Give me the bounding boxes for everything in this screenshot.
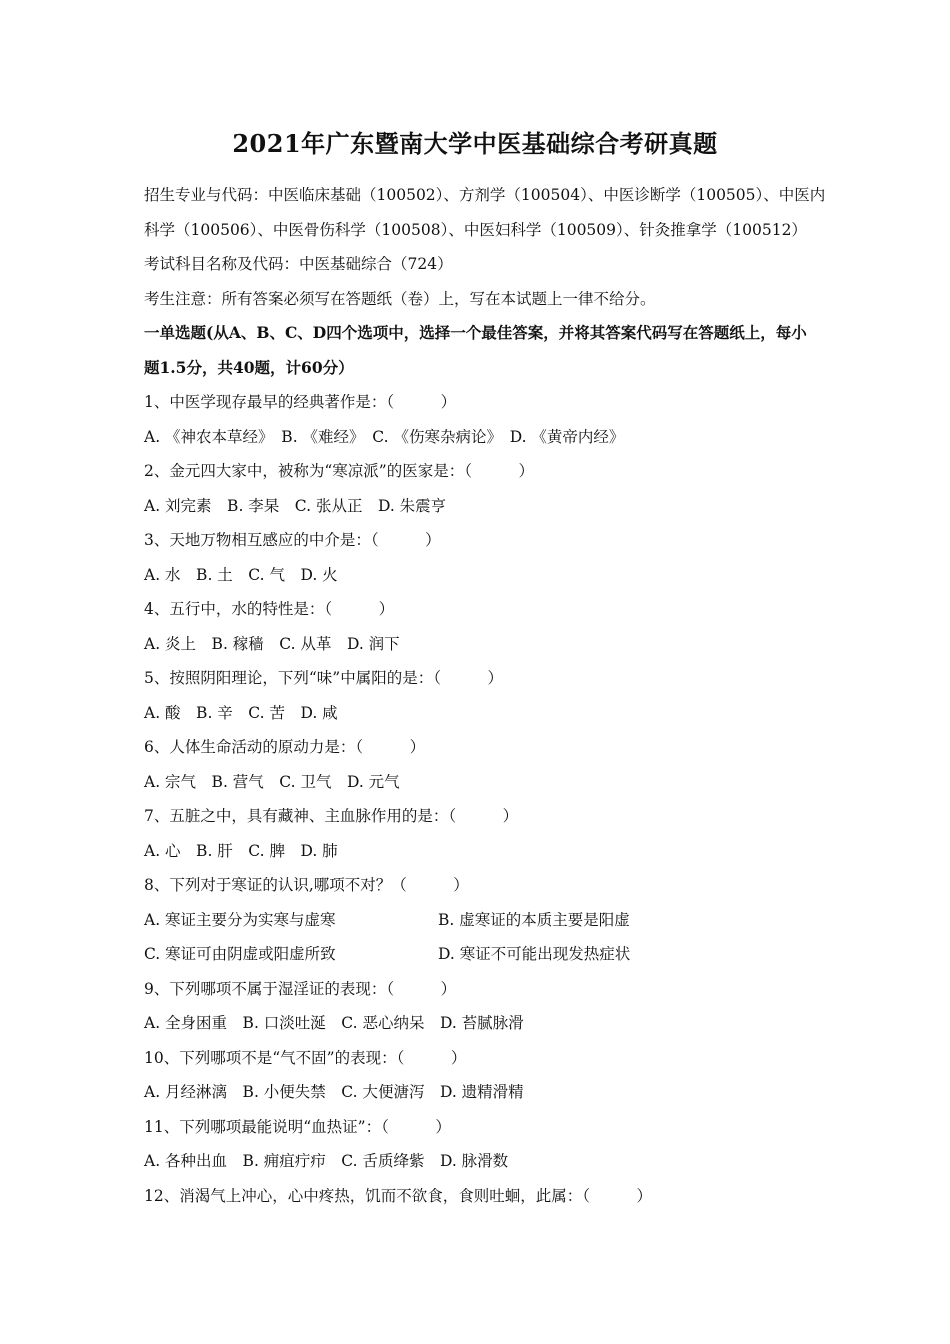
options-8-row-2 [144, 937, 824, 972]
options-8-row-1 [144, 903, 824, 938]
header-majors-line-1: 招生专业与代码：中医临床基础（100502）、方剂学（100504）、中医诊断学（100505）、中医内 [144, 186, 826, 204]
options-4: A. 炎上 B. 稼穑 C. 从革 D. 润下 [144, 634, 400, 653]
options-11: A. 各种出血 B. 痈疽疔疖 C. 舌质绛紫 D. 脉滑数 [144, 1152, 509, 1170]
options-9: A. 全身困重 B. 口淡吐涎 C. 恶心纳呆 D. 苔腻脉滑 [144, 1014, 524, 1032]
page-title: 2021年广东暨南大学中医基础综合考研真题 [232, 129, 718, 158]
header-majors-line-2: 科学（100506）、中医骨伤科学（100508）、中医妇科学（100509）、针灸推拿学（100512） [144, 220, 807, 239]
question-5: 5、按照阴阳理论，下列“味”中属阳的是：（ ） [144, 669, 503, 687]
section-heading-line-1: 一单选题(从A、B、C、D四个选项中，选择一个最佳答案，并将其答案代码写在答题纸上，每小 [144, 323, 807, 342]
options-10: A. 月经淋漓 B. 小便失禁 C. 大便溏泻 D. 遗精滑精 [144, 1083, 524, 1101]
options-6: A. 宗气 B. 营气 C. 卫气 D. 元气 [144, 772, 400, 791]
option-8a: A. 寒证主要分为实寒与虚寒 [144, 910, 336, 929]
question-7: 7、五脏之中，具有藏神、主血脉作用的是：（ ） [144, 807, 519, 825]
section-heading-line-2: 题1.5分，共40题，计60分） [144, 357, 354, 377]
question-10: 10、下列哪项不是“气不固”的表现：（ ） [144, 1048, 467, 1067]
question-4: 4、五行中，水的特性是：（ ） [144, 600, 395, 618]
question-8: 8、下列对于寒证的认识,哪项不对？（ ） [144, 876, 469, 894]
option-8d: D. 寒证不可能出现发热症状 [438, 945, 631, 963]
question-1: 1、中医学现存最早的经典著作是：（ ） [144, 393, 457, 411]
options-2: A. 刘完素 B. 李杲 C. 张从正 D. 朱震亨 [144, 496, 447, 515]
question-2: 2、金元四大家中，被称为“寒凉派”的医家是：（ ） [144, 462, 534, 480]
option-8c: C. 寒证可由阴虚或阳虚所致 [144, 945, 336, 963]
question-11: 11、下列哪项最能说明“血热证”：（ ） [144, 1117, 451, 1136]
options-3: A. 水 B. 土 C. 气 D. 火 [144, 565, 338, 584]
document-body [144, 178, 824, 1213]
question-3: 3、天地万物相互感应的中介是：（ ） [144, 531, 441, 549]
question-6: 6、人体生命活动的原动力是：（ ） [144, 738, 426, 756]
options-5: A. 酸 B. 辛 C. 苦 D. 咸 [144, 703, 338, 722]
question-9: 9、下列哪项不属于湿淫证的表现：（ ） [144, 979, 457, 998]
option-8b: B. 虚寒证的本质主要是阳虚 [438, 910, 630, 929]
options-7: A. 心 B. 肝 C. 脾 D. 肺 [144, 841, 338, 860]
options-1: A. 《神农本草经》 B. 《难经》 C. 《伤寒杂病论》 D. 《黄帝内经》 [144, 427, 625, 446]
header-subject: 考试科目名称及代码：中医基础综合（724） [144, 255, 453, 273]
header-notice: 考生注意：所有答案必须写在答题纸（卷）上，写在本试题上一律不给分。 [144, 289, 656, 308]
question-12: 12、消渴气上冲心，心中疼热，饥而不欲食，食则吐蛔，此属：（ ） [144, 1186, 652, 1205]
